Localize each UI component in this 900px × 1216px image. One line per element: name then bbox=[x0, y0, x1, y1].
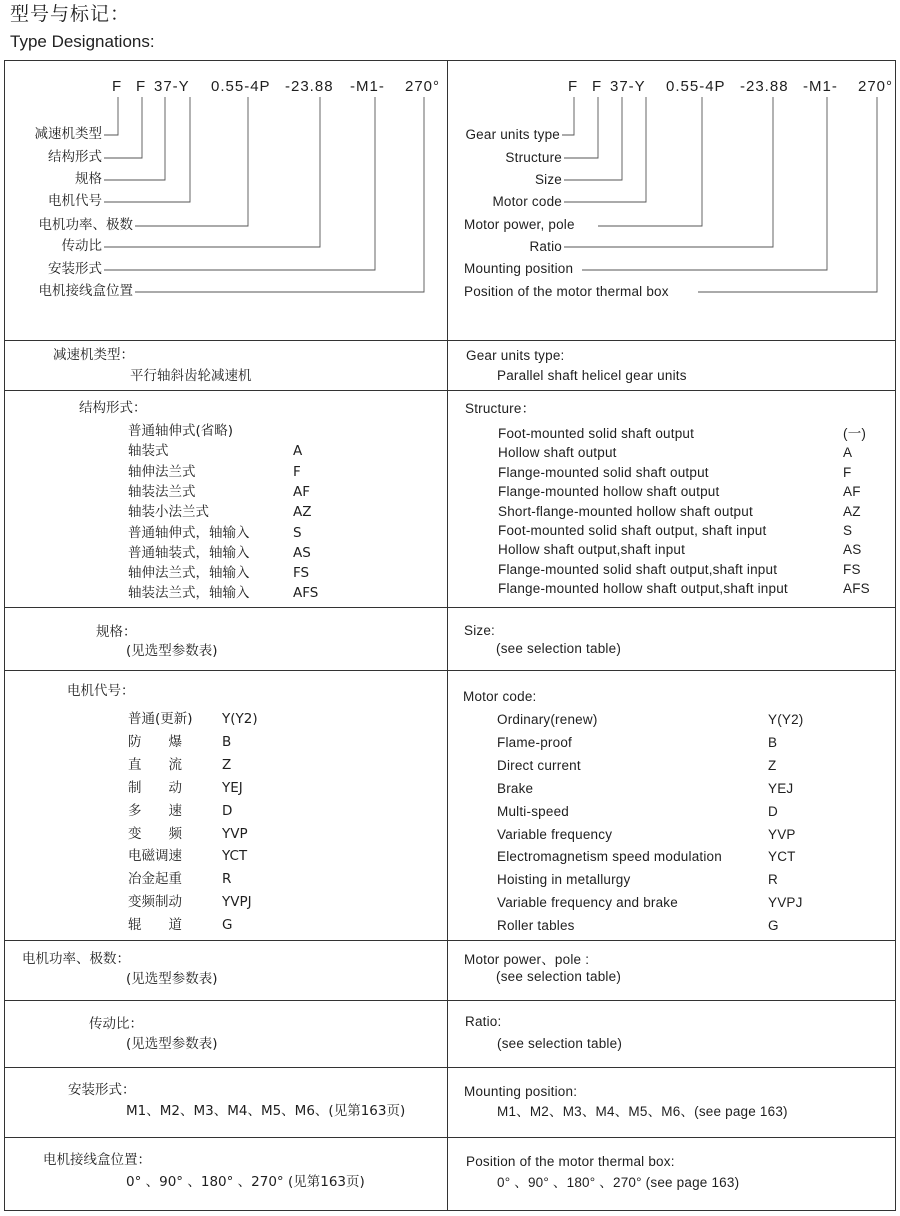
row-divider bbox=[4, 390, 896, 391]
motor-code-title-cn: 电机代号： bbox=[67, 683, 135, 699]
motor-code-item-cn-code: D bbox=[222, 802, 233, 819]
thermal-value-cn: 0° 、90° 、180° 、270° (见第163页) bbox=[126, 1174, 365, 1190]
motor-code-item-en-name: Variable frequency and brake bbox=[497, 895, 678, 911]
code-size-motor: 37-Y bbox=[154, 78, 190, 95]
code-type-1: F bbox=[568, 78, 579, 95]
motor-code-item-en-code: YCT bbox=[768, 849, 796, 865]
structure-item-cn-code: FS bbox=[293, 565, 310, 582]
row-divider bbox=[4, 1000, 896, 1001]
motor-code-item-en-name: Hoisting in metallurgy bbox=[497, 872, 631, 888]
structure-item-cn-name: 轴装法兰式 bbox=[128, 483, 196, 500]
label-thermal-en: Position of the motor thermal box bbox=[464, 284, 669, 299]
size-value-cn: (见选型参数表) bbox=[126, 643, 218, 659]
structure-item-cn-name: 轴装小法兰式 bbox=[128, 504, 209, 521]
structure-item-en-name: Flange-mounted hollow shaft output bbox=[498, 484, 720, 500]
row-divider bbox=[4, 340, 896, 341]
structure-item-en-code: AS bbox=[843, 542, 862, 558]
power-value-en: (see selection table) bbox=[496, 969, 622, 984]
motor-code-item-cn-code: G bbox=[222, 917, 233, 934]
structure-item-en-code: AF bbox=[843, 484, 861, 500]
row-divider bbox=[4, 670, 896, 671]
motor-code-item-cn-code: Z bbox=[222, 756, 232, 773]
label-power-cn: 电机功率、极数 bbox=[38, 217, 133, 233]
mounting-title-en: Mounting position: bbox=[464, 1084, 578, 1099]
motor-code-item-en-code: YVP bbox=[768, 826, 796, 842]
structure-item-cn-name: 普通轴装式，轴输入 bbox=[128, 544, 250, 561]
structure-item-en-name: Hollow shaft output bbox=[498, 445, 617, 461]
motor-code-item-en-code: YEJ bbox=[768, 780, 794, 796]
row-divider bbox=[4, 607, 896, 608]
label-structure-en: Structure bbox=[505, 150, 562, 165]
code-mounting: -M1- bbox=[803, 78, 838, 95]
structure-item-en-name: Foot-mounted solid shaft output, shaft input bbox=[498, 523, 767, 538]
structure-item-cn-name: 轴伸法兰式 bbox=[128, 463, 196, 480]
motor-code-item-cn-code: R bbox=[222, 871, 232, 888]
row-divider bbox=[4, 1067, 896, 1068]
structure-item-cn-name: 轴装式 bbox=[128, 443, 169, 460]
structure-item-cn-name: 普通轴伸式(省略) bbox=[128, 423, 234, 439]
structure-item-cn-code: AS bbox=[293, 544, 311, 561]
structure-item-en-code: (一) bbox=[843, 426, 867, 441]
structure-item-en-code: A bbox=[843, 445, 853, 461]
motor-code-item-cn-name: 制 动 bbox=[128, 779, 182, 796]
code-type-1: F bbox=[112, 78, 123, 95]
thermal-value-en: 0° 、90° 、180° 、270° (see page 163) bbox=[497, 1175, 740, 1190]
ratio-title-en: Ratio: bbox=[465, 1014, 502, 1029]
structure-item-en-name: Flange-mounted hollow shaft output,shaft input bbox=[498, 581, 788, 597]
label-size-cn: 规格 bbox=[75, 171, 102, 187]
label-mounting-cn: 安装形式 bbox=[48, 261, 102, 277]
gear-type-value-en: Parallel shaft helicel gear units bbox=[497, 368, 687, 383]
label-ratio-en: Ratio bbox=[529, 239, 562, 254]
structure-item-cn-code: S bbox=[293, 524, 302, 541]
structure-item-en-name: Flange-mounted solid shaft output bbox=[498, 464, 709, 480]
motor-code-item-cn-name: 普通(更新) bbox=[128, 711, 193, 727]
row-divider bbox=[4, 940, 896, 941]
code-type-2: F bbox=[592, 78, 603, 95]
motor-code-item-cn-code: B bbox=[222, 733, 232, 750]
page-title-en: Type Designations: bbox=[10, 32, 155, 51]
motor-code-item-en-code: G bbox=[768, 918, 779, 934]
code-mounting: -M1- bbox=[350, 78, 385, 95]
power-value-cn: (见选型参数表) bbox=[126, 971, 218, 987]
motor-code-item-en-name: Ordinary(renew) bbox=[497, 712, 598, 727]
code-size-motor: 37-Y bbox=[610, 78, 646, 95]
motor-code-item-cn-name: 冶金起重 bbox=[128, 871, 182, 888]
row-divider bbox=[4, 1137, 896, 1138]
motor-code-item-cn-code: YVP bbox=[222, 825, 248, 842]
motor-code-item-en-code: Z bbox=[768, 757, 777, 773]
motor-code-item-en-name: Multi-speed bbox=[497, 803, 569, 819]
motor-code-item-cn-name: 防 爆 bbox=[128, 733, 182, 750]
motor-code-item-cn-name: 直 流 bbox=[128, 756, 182, 773]
gear-type-value-cn: 平行轴斜齿轮减速机 bbox=[130, 368, 252, 384]
motor-code-item-cn-code: YEJ bbox=[222, 779, 243, 796]
structure-item-en-name: Foot-mounted solid shaft output bbox=[498, 426, 695, 441]
structure-item-cn-name: 轴装法兰式，轴输入 bbox=[128, 585, 250, 602]
label-size-en: Size bbox=[534, 172, 562, 187]
motor-code-item-en-code: B bbox=[768, 734, 778, 750]
mounting-title-cn: 安装形式： bbox=[68, 1082, 136, 1098]
structure-item-cn-code: AFS bbox=[293, 585, 319, 602]
motor-code-item-en-code: D bbox=[768, 803, 778, 819]
label-thermal-cn: 电机接线盒位置 bbox=[38, 283, 133, 299]
label-motor-code-cn: 电机代号 bbox=[48, 193, 102, 209]
structure-item-cn-code: A bbox=[293, 443, 303, 460]
structure-item-cn-code: AZ bbox=[293, 504, 312, 521]
motor-code-title-en: Motor code: bbox=[463, 689, 537, 704]
size-value-en: (see selection table) bbox=[496, 641, 622, 656]
gear-type-title-en: Gear units type: bbox=[466, 348, 565, 363]
motor-code-item-en-name: Direct current bbox=[497, 757, 581, 773]
structure-item-en-code: AFS bbox=[843, 581, 870, 597]
code-power: 0.55-4P bbox=[666, 78, 726, 95]
gear-type-title-cn: 减速机类型： bbox=[53, 347, 134, 363]
structure-item-en-code: F bbox=[843, 464, 852, 480]
motor-code-item-cn-name: 变频制动 bbox=[128, 894, 182, 911]
label-motor-code-en: Motor code bbox=[492, 194, 562, 209]
motor-code-item-cn-code: Y(Y2) bbox=[222, 711, 258, 727]
structure-title-cn: 结构形式： bbox=[79, 400, 147, 416]
motor-code-item-en-name: Variable frequency bbox=[497, 826, 613, 842]
power-title-cn: 电机功率、极数： bbox=[22, 951, 130, 967]
label-structure-cn: 结构形式 bbox=[48, 149, 102, 165]
ratio-value-cn: (见选型参数表) bbox=[126, 1036, 218, 1052]
motor-code-item-en-code: Y(Y2) bbox=[768, 712, 804, 727]
size-title-cn: 规格： bbox=[96, 624, 137, 640]
label-gear-type-cn: 减速机类型 bbox=[34, 126, 102, 142]
ratio-value-en: (see selection table) bbox=[497, 1036, 623, 1051]
code-ratio: -23.88 bbox=[740, 78, 789, 95]
motor-code-item-en-code: R bbox=[768, 872, 778, 888]
label-gear-type-en: Gear units type bbox=[465, 127, 560, 142]
motor-code-item-cn-name: 电磁调速 bbox=[128, 848, 182, 865]
power-title-en: Motor power、pole : bbox=[464, 952, 590, 967]
motor-code-item-en-name: Roller tables bbox=[497, 918, 575, 934]
motor-code-item-en-name: Brake bbox=[497, 780, 534, 796]
leader-lines bbox=[0, 0, 900, 340]
code-thermal: 270° bbox=[858, 78, 894, 95]
structure-item-en-name: Hollow shaft output,shaft input bbox=[498, 542, 686, 558]
structure-title-en: Structure： bbox=[465, 401, 536, 416]
motor-code-item-en-name: Flame-proof bbox=[497, 734, 572, 750]
motor-code-item-cn-name: 辊 道 bbox=[128, 917, 182, 934]
code-ratio: -23.88 bbox=[285, 78, 334, 95]
structure-item-cn-name: 普通轴伸式，轴输入 bbox=[128, 524, 250, 541]
label-power-en: Motor power, pole bbox=[464, 217, 575, 232]
motor-code-item-cn-code: YCT bbox=[222, 848, 248, 865]
size-title-en: Size: bbox=[464, 623, 496, 638]
page-title-cn: 型号与标记： bbox=[10, 3, 131, 25]
code-type-2: F bbox=[136, 78, 147, 95]
motor-code-item-en-name: Electromagnetism speed modulation bbox=[497, 849, 722, 865]
code-power: 0.55-4P bbox=[211, 78, 271, 95]
motor-code-item-cn-name: 多 速 bbox=[128, 802, 182, 819]
structure-item-en-name: Short-flange-mounted hollow shaft output bbox=[498, 503, 753, 519]
structure-item-cn-name: 轴伸法兰式，轴输入 bbox=[128, 565, 250, 582]
thermal-title-cn: 电机接线盒位置： bbox=[43, 1152, 151, 1168]
structure-item-en-name: Flange-mounted solid shaft output,shaft input bbox=[498, 561, 778, 577]
label-mounting-en: Mounting position bbox=[464, 261, 574, 276]
ratio-title-cn: 传动比： bbox=[89, 1016, 143, 1032]
structure-item-en-code: S bbox=[843, 523, 853, 538]
label-ratio-cn: 传动比 bbox=[61, 238, 102, 254]
structure-item-en-code: FS bbox=[843, 561, 861, 577]
structure-item-cn-code: F bbox=[293, 463, 301, 480]
motor-code-item-en-code: YVPJ bbox=[768, 895, 803, 911]
structure-item-en-code: AZ bbox=[843, 503, 861, 519]
mounting-value-en: M1、M2、M3、M4、M5、M6、(see page 163) bbox=[497, 1104, 788, 1119]
motor-code-item-cn-code: YVPJ bbox=[222, 894, 252, 911]
thermal-title-en: Position of the motor thermal box: bbox=[466, 1154, 675, 1169]
motor-code-item-cn-name: 变 频 bbox=[128, 825, 182, 842]
structure-item-cn-code: AF bbox=[293, 483, 311, 500]
code-thermal: 270° bbox=[405, 78, 441, 95]
mounting-value-cn: M1、M2、M3、M4、M5、M6、(见第163页) bbox=[126, 1103, 406, 1119]
